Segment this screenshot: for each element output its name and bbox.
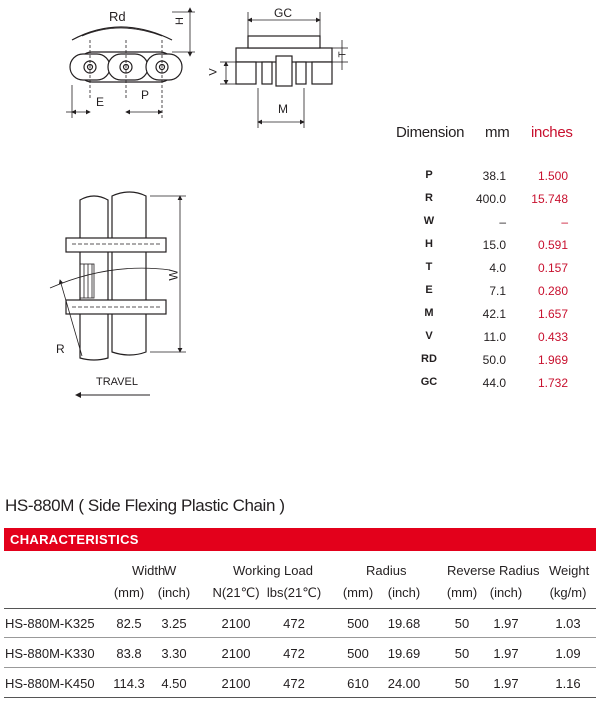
dimension-symbol: V (425, 330, 433, 342)
dimension-row (402, 284, 592, 307)
row-name: HS-880M-K325 (5, 616, 95, 631)
dimension-inches: 0.280 (537, 284, 568, 298)
dimension-symbol: R (425, 192, 433, 204)
width-header: Width (132, 563, 166, 578)
product-title: HS-880M ( Side Flexing Plastic Chain ) (5, 496, 285, 515)
dimension-mm: 11.0 (483, 330, 506, 344)
table-cell: 19.69 (387, 646, 421, 661)
label-r: R (56, 342, 65, 356)
table-bottom-divider (4, 697, 596, 698)
table-cell: 24.00 (387, 676, 421, 691)
dimension-inches: 0.157 (537, 261, 568, 275)
table-cell: 472 (283, 616, 305, 631)
dimension-row (402, 261, 592, 284)
mm-header: mm (485, 124, 510, 141)
table-cell: 1.16 (555, 676, 581, 691)
dimension-mm: 15.0 (482, 238, 506, 252)
table-cell: 19.68 (387, 616, 421, 631)
dimension-inches: 0.591 (537, 238, 568, 252)
subheader: (mm) (446, 585, 478, 600)
dimension-inches: 1.732 (537, 376, 568, 390)
dimension-row (402, 330, 592, 353)
table-cell: 83.8 (116, 646, 142, 661)
header-divider (4, 608, 596, 609)
dimension-header: Dimension (396, 124, 465, 141)
label-travel: TRAVEL (96, 376, 138, 388)
label-w: W (166, 269, 181, 281)
reverse-radius-header: Reverse Radius (447, 563, 540, 578)
table-cell: 3.25 (161, 616, 187, 631)
label-t: T (337, 51, 349, 58)
weight-header: Weight (549, 563, 590, 578)
label-e: E (96, 95, 105, 109)
table-cell: 114.3 (113, 676, 145, 691)
dimension-mm: 400.0 (475, 192, 506, 206)
dimension-row (402, 215, 592, 238)
row-name: HS-880M-K450 (5, 676, 95, 691)
inches-header: inches (531, 124, 573, 141)
dimension-row (402, 353, 592, 376)
row-divider (4, 637, 596, 638)
table-cell: 472 (283, 646, 305, 661)
dimension-symbol: P (425, 169, 433, 181)
table-cell: 2100 (221, 646, 251, 661)
dimension-mm: – (499, 215, 506, 229)
subheader: (mm) (342, 585, 374, 600)
dimension-symbol: W (423, 215, 435, 227)
label-h: H (173, 17, 186, 25)
subheader: (inch) (387, 585, 421, 600)
dimension-inches: 0.433 (537, 330, 568, 344)
top-view-drawing (50, 192, 186, 395)
working-load-header: Working Load (233, 563, 313, 578)
characteristics-label: CHARACTERISTICS (10, 532, 139, 547)
dimension-mm: 38.1 (482, 169, 506, 183)
table-cell: 1.97 (493, 676, 519, 691)
dimension-symbol: M (424, 307, 434, 319)
dimension-mm: 7.1 (489, 284, 506, 298)
dimension-row (402, 238, 592, 261)
table-cell: 82.5 (116, 616, 142, 631)
table-cell: 50 (454, 646, 470, 661)
dimension-symbol: GC (420, 376, 438, 388)
dimension-inches: 15.748 (531, 192, 568, 206)
dimension-inches: 1.657 (537, 307, 568, 321)
dimension-inches: 1.969 (537, 353, 568, 367)
dimension-mm: 42.1 (482, 307, 506, 321)
dimension-symbol: T (425, 261, 433, 273)
dimension-mm: 44.0 (482, 376, 506, 390)
table-cell: 1.97 (493, 646, 519, 661)
subheader: (mm) (113, 585, 145, 600)
table-cell: 50 (454, 676, 470, 691)
table-cell: 1.97 (493, 616, 519, 631)
row-name: HS-880M-K330 (5, 646, 95, 661)
dimension-inches: 1.500 (537, 169, 568, 183)
subheader: (inch) (157, 585, 191, 600)
table-cell: 2100 (221, 616, 251, 631)
dimension-row (402, 169, 592, 192)
label-m: M (278, 102, 288, 116)
table-cell: 50 (454, 616, 470, 631)
subheader: lbs(21℃) (266, 585, 322, 600)
characteristics-bar (4, 528, 596, 551)
table-cell: 2100 (221, 676, 251, 691)
row-divider (4, 667, 596, 668)
table-cell: 472 (283, 676, 305, 691)
dimension-mm: 50.0 (482, 353, 506, 367)
table-cell: 500 (347, 646, 369, 661)
label-v: V (207, 68, 220, 76)
label-p: P (141, 88, 150, 102)
dimension-mm: 4.0 (489, 261, 506, 275)
dimension-symbol: RD (421, 353, 437, 365)
radius-header: Radius (366, 563, 407, 578)
dimension-symbol: E (425, 284, 433, 296)
subheader: (inch) (489, 585, 523, 600)
dimension-row (402, 192, 592, 215)
label-gc: GC (274, 6, 292, 20)
table-cell: 4.50 (161, 676, 187, 691)
table-cell: 3.30 (161, 646, 187, 661)
subheader: N(21℃) (212, 585, 260, 600)
dimension-inches: – (561, 215, 568, 229)
dimension-row (402, 376, 592, 399)
dimension-row (402, 307, 592, 330)
subheader: (kg/m) (549, 585, 587, 600)
w-header: W (164, 563, 177, 578)
table-cell: 500 (347, 616, 369, 631)
dimension-symbol: H (425, 238, 433, 250)
table-cell: 1.09 (555, 646, 581, 661)
table-cell: 1.03 (555, 616, 581, 631)
table-cell: 610 (347, 676, 369, 691)
label-rd: Rd (109, 9, 126, 24)
